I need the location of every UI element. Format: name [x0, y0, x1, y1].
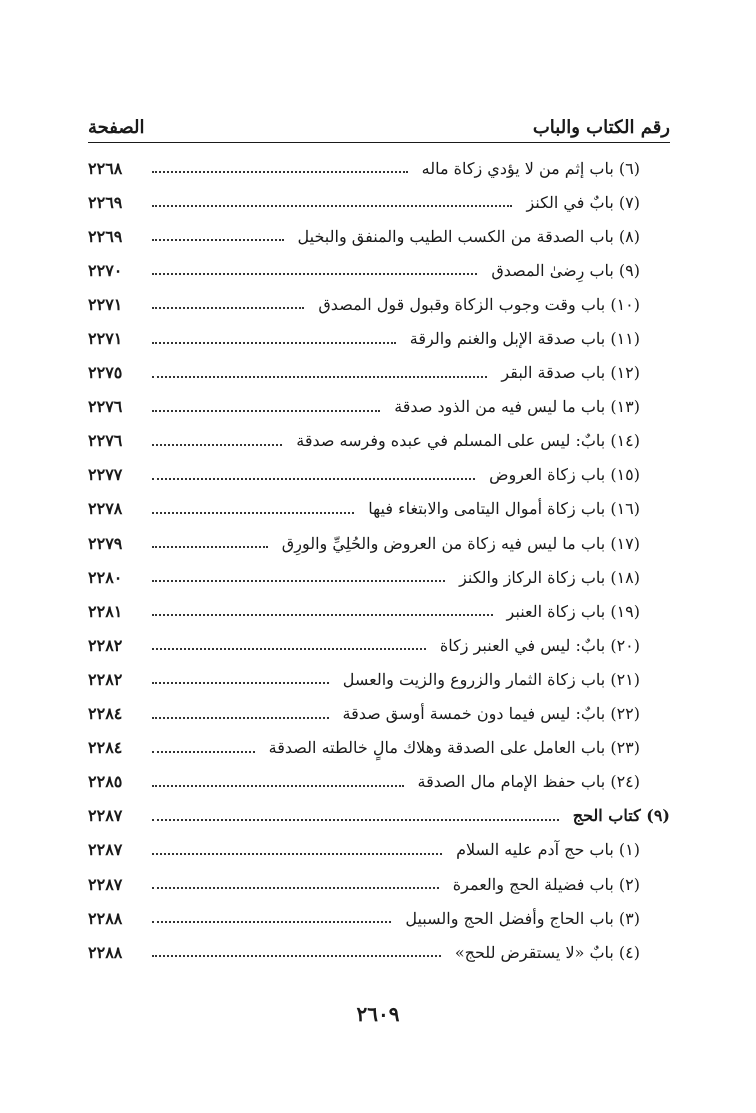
entry-title: (١٣) باب ما ليس فيه من الذود صدقة	[394, 397, 640, 417]
leader-dots	[152, 171, 408, 173]
entry-page-number: ٢٢٦٩	[88, 192, 123, 212]
leader-dots	[152, 273, 477, 275]
leader-dots	[152, 955, 441, 957]
leader-dots	[152, 682, 329, 684]
toc-header	[88, 104, 670, 138]
entry-page-number: ٢٢٨٨	[88, 908, 123, 928]
leader-dots	[152, 614, 493, 616]
entry-title: (٤) بابٌ «لا يستقرض للحج»	[454, 942, 640, 962]
leader-dots	[152, 410, 380, 412]
entry-title: (٢٢) بابٌ: ليس فيما دون خمسة أوسق صدقة	[342, 704, 640, 724]
toc-entry	[88, 697, 670, 731]
leader-dots	[152, 239, 284, 241]
toc-entry	[88, 424, 670, 458]
header-divider	[88, 142, 670, 143]
leader-dots	[152, 444, 282, 446]
entry-page-number: ٢٢٧٥	[88, 363, 123, 383]
entry-title: (١٤) بابٌ: ليس على المسلم في عبده وفرسه صدقة	[296, 431, 640, 451]
entry-page-number: ٢٢٧٠	[88, 260, 123, 280]
toc-entry	[88, 628, 670, 662]
toc-entry	[88, 253, 670, 287]
leader-dots	[152, 887, 439, 889]
toc-entry	[88, 492, 670, 526]
leader-dots	[152, 478, 475, 480]
toc-entry	[88, 731, 670, 765]
page-number: ٢٦٠٩	[356, 1002, 400, 1026]
entry-title: (٢٤) باب حفظ الإمام مال الصدقة	[417, 772, 640, 792]
entry-title: (١) باب حج آدم عليه السلام	[456, 840, 640, 860]
entry-page-number: ٢٢٨١	[88, 601, 123, 621]
leader-dots	[152, 853, 442, 855]
toc-entry	[88, 185, 670, 219]
entry-page-number: ٢٢٨٧	[88, 840, 123, 860]
leader-dots	[152, 342, 396, 344]
entry-title: (٢٠) بابٌ: ليس في العنبر زكاة	[439, 635, 640, 655]
entry-page-number: ٢٢٨٤	[88, 704, 123, 724]
entry-page-number: ٢٢٨٨	[88, 942, 123, 962]
entry-page-number: ٢٢٨٥	[88, 772, 123, 792]
toc-entry	[88, 901, 670, 935]
entry-title: (٢١) باب زكاة الثمار والزروع والزيت والعسل	[342, 669, 640, 689]
header-page-label: الصفحة	[88, 117, 145, 138]
leader-dots	[152, 921, 391, 923]
leader-dots	[152, 307, 304, 309]
toc-entry	[88, 287, 670, 321]
entry-page-number: ٢٢٦٩	[88, 226, 123, 246]
entry-title: (١٦) باب زكاة أموال اليتامى والابتغاء فيها	[368, 499, 640, 519]
entry-title: (١١) باب صدقة الإبل والغنم والرقة	[409, 329, 640, 349]
entry-page-number: ٢٢٧١	[88, 294, 123, 314]
leader-dots	[152, 751, 255, 753]
entry-title: (١٢) باب صدقة البقر	[501, 363, 640, 383]
toc-entry	[88, 867, 670, 901]
entry-page-number: ٢٢٦٨	[88, 158, 123, 178]
entry-page-number: ٢٢٧١	[88, 329, 123, 349]
toc-entry	[88, 151, 670, 185]
entry-title: (٧) بابٌ في الكنز	[526, 192, 640, 212]
toc-entry	[88, 594, 670, 628]
leader-dots	[152, 648, 426, 650]
toc-entry	[88, 526, 670, 560]
leader-dots	[152, 546, 268, 548]
entry-title: (٦) باب إثم من لا يؤدي زكاة ماله	[421, 158, 640, 178]
entry-title: (١٥) باب زكاة العروض	[489, 465, 640, 485]
leader-dots	[152, 580, 445, 582]
toc-entry	[88, 356, 670, 390]
table-of-contents	[88, 151, 670, 969]
leader-dots	[152, 512, 354, 514]
toc-book-heading	[88, 799, 670, 833]
entry-title: (١٨) باب زكاة الركاز والكنز	[459, 567, 640, 587]
leader-dots	[152, 376, 487, 378]
leader-dots	[152, 785, 404, 787]
toc-entry	[88, 321, 670, 355]
entry-title: (٢) باب فضيلة الحج والعمرة	[452, 874, 640, 894]
entry-page-number: ٢٢٧٧	[88, 465, 123, 485]
entry-page-number: ٢٢٧٦	[88, 397, 123, 417]
entry-title: (٣) باب الحاج وأفضل الحج والسبيل	[405, 908, 640, 928]
entry-title: (٩) باب رِضىٰ المصدق	[491, 260, 640, 280]
entry-title: (٢٣) باب العامل على الصدقة وهلاك مالٍ خالطته الصدقة	[268, 738, 640, 758]
entry-page-number: ٢٢٧٦	[88, 431, 123, 451]
toc-entry	[88, 219, 670, 253]
entry-title: (١٩) باب زكاة العنبر	[506, 601, 640, 621]
entry-page-number: ٢٢٧٩	[88, 533, 123, 553]
entry-page-number: ٢٢٨٤	[88, 738, 123, 758]
entry-title: (٨) باب الصدقة من الكسب الطيب والمنفق والبخيل	[297, 226, 640, 246]
toc-entry	[88, 935, 670, 969]
toc-entry	[88, 833, 670, 867]
entry-page-number: ٢٢٨٢	[88, 669, 123, 689]
leader-dots	[152, 205, 512, 207]
leader-dots	[152, 819, 559, 821]
toc-entry	[88, 662, 670, 696]
entry-title: (١٧) باب ما ليس فيه زكاة من العروض والحُلِيِّ والورِق	[281, 533, 640, 553]
header-chapter-label: رقم الكتاب والباب	[532, 117, 670, 138]
toc-entry	[88, 458, 670, 492]
leader-dots	[152, 717, 329, 719]
entry-page-number: ٢٢٨٧	[88, 874, 123, 894]
entry-page-number: ٢٢٧٨	[88, 499, 123, 519]
entry-page-number: ٢٢٨٧	[88, 806, 123, 826]
entry-title: (١٠) باب وقت وجوب الزكاة وقبول قول المصدق	[318, 294, 640, 314]
toc-entry	[88, 560, 670, 594]
entry-page-number: ٢٢٨٢	[88, 635, 123, 655]
toc-entry	[88, 765, 670, 799]
entry-title: (٩) كتاب الحج	[572, 806, 670, 826]
toc-entry	[88, 390, 670, 424]
entry-page-number: ٢٢٨٠	[88, 567, 123, 587]
